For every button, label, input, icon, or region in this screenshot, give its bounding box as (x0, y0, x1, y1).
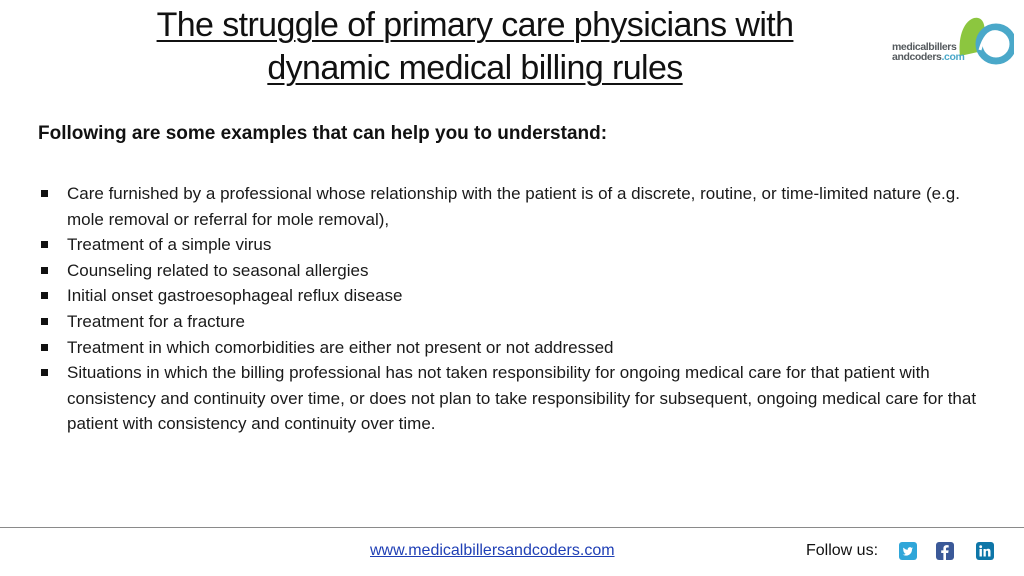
bullet-square-icon (41, 292, 48, 299)
logo-line-1: medicalbillers (892, 41, 957, 53)
list-item (38, 309, 988, 335)
logo-line-2: andcoders (892, 51, 942, 63)
bullet-square-icon (41, 190, 48, 197)
logo-wordmark (892, 42, 964, 62)
list-item-text: Initial onset gastroesophageal reflux disease (67, 286, 403, 306)
title-line-2: dynamic medical billing rules (267, 49, 683, 87)
list-item (38, 335, 988, 361)
company-logo (892, 12, 1014, 72)
linkedin-icon[interactable] (976, 542, 994, 560)
list-item-text: Situations in which the billing professional has not taken responsibility for ongoing medical care for that patient with consistency and continuity over time, or does not plan to take responsibility for subsequent, ongoing medical care for that patient with consistency and continuity over time. (67, 363, 977, 434)
bullet-square-icon (41, 267, 48, 274)
twitter-icon[interactable] (899, 542, 917, 560)
logo-suffix: .com (941, 51, 965, 63)
list-item-text: Treatment of a simple virus (67, 235, 272, 255)
facebook-icon[interactable] (936, 542, 954, 560)
footer-divider (0, 527, 1024, 528)
follow-us-label: Follow us: (806, 542, 879, 559)
slide-title (60, 4, 890, 90)
bullet-square-icon (41, 344, 48, 351)
list-item (38, 232, 988, 258)
website-link[interactable]: www.medicalbillersandcoders.com (370, 542, 615, 559)
list-item-text: Care furnished by a professional whose relationship with the patient is of a discrete, routine, or time-limited nature (e.g. mole removal or referral for mole removal), (67, 184, 960, 229)
title-line-1: The struggle of primary care physicians with (156, 6, 794, 44)
list-item (38, 360, 988, 437)
bullet-square-icon (41, 241, 48, 248)
list-item (38, 283, 988, 309)
list-item (38, 181, 988, 232)
bullet-square-icon (41, 318, 48, 325)
list-item-text: Counseling related to seasonal allergies (67, 260, 369, 280)
examples-list (38, 181, 988, 437)
list-item-text: Treatment in which comorbidities are either not present or not addressed (67, 337, 614, 357)
list-item-text: Treatment for a fracture (67, 311, 245, 331)
intro-heading: Following are some examples that can help you to understand: (38, 123, 608, 144)
bullet-square-icon (41, 369, 48, 376)
list-item (38, 258, 988, 284)
